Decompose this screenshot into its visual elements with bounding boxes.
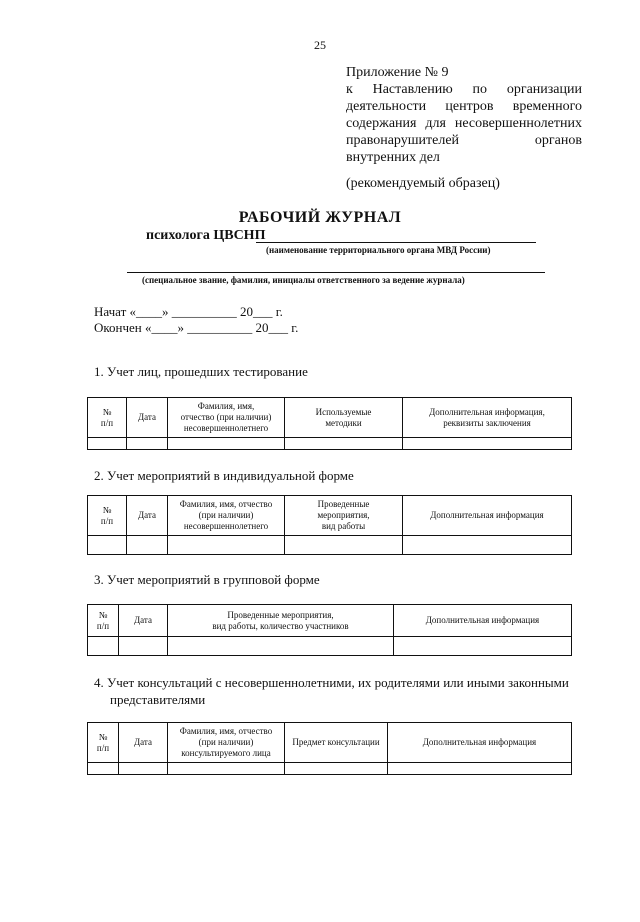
col-header: Дополнительная информация, реквизиты заключения bbox=[403, 398, 572, 438]
annex-line: к Наставлению по организации bbox=[346, 82, 582, 97]
col-header: Проведенные мероприятия, вид работы, количество участников bbox=[168, 605, 394, 637]
section-4-title-line: 4. Учет консультаций с несовершеннолетними, их родителями или иными законными bbox=[94, 675, 569, 690]
col-header: Используемые методики bbox=[285, 398, 403, 438]
col-header: Проведенные мероприятия, вид работы bbox=[285, 496, 403, 536]
col-header: Дата bbox=[127, 398, 168, 438]
page-number: 25 bbox=[314, 38, 326, 52]
annex-line: содержания для несовершеннолетних bbox=[346, 116, 582, 131]
dates-block bbox=[94, 304, 298, 336]
responsible-fill-line bbox=[127, 272, 545, 273]
col-header: № п/п bbox=[88, 605, 119, 637]
col-header: № п/п bbox=[88, 723, 119, 763]
annex-line: внутренних дел bbox=[346, 150, 440, 165]
org-caption: (наименование территориального органа МВД России) bbox=[266, 245, 491, 255]
col-header: Дата bbox=[119, 605, 168, 637]
table-row bbox=[88, 438, 572, 450]
col-header: Дополнительная информация bbox=[388, 723, 572, 763]
individual-table bbox=[87, 495, 572, 555]
section-1-title: 1. Учет лиц, прошедших тестирование bbox=[94, 364, 308, 379]
col-header: Дополнительная информация bbox=[403, 496, 572, 536]
section-2-title: 2. Учет мероприятий в индивидуальной форме bbox=[94, 468, 354, 483]
sample-note: (рекомендуемый образец) bbox=[346, 176, 500, 191]
col-header: Дополнительная информация bbox=[394, 605, 572, 637]
col-header: № п/п bbox=[88, 496, 127, 536]
section-4-title bbox=[94, 674, 578, 708]
testing-table bbox=[87, 397, 572, 450]
annex-line: Приложение № 9 bbox=[346, 65, 449, 80]
consultation-table bbox=[87, 722, 572, 775]
section-4-title-line: представителями bbox=[110, 692, 206, 707]
table-row bbox=[88, 637, 572, 656]
col-header: Фамилия, имя, отчество (при наличии) консультируемого лица bbox=[168, 723, 285, 763]
responsible-caption: (специальное звание, фамилия, инициалы ответственного за ведение журнала) bbox=[142, 275, 465, 285]
col-header: Фамилия, имя, отчество (при наличии) несовершеннолетнего bbox=[168, 398, 285, 438]
start-date: Начат «____» __________ 20___ г. bbox=[94, 304, 283, 319]
psychologist-label: психолога ЦВСНП bbox=[146, 228, 266, 243]
col-header: Дата bbox=[127, 496, 168, 536]
end-date: Окончен «____» __________ 20___ г. bbox=[94, 320, 299, 335]
table-row bbox=[88, 763, 572, 775]
col-header: Фамилия, имя, отчество (при наличии) несовершеннолетнего bbox=[168, 496, 285, 536]
org-fill-line bbox=[256, 242, 536, 243]
table-row bbox=[88, 536, 572, 555]
document-title: РАБОЧИЙ ЖУРНАЛ bbox=[238, 209, 402, 226]
col-header: Дата bbox=[119, 723, 168, 763]
group-table bbox=[87, 604, 572, 656]
annex-block bbox=[346, 64, 582, 166]
col-header: № п/п bbox=[88, 398, 127, 438]
col-header: Предмет консультации bbox=[285, 723, 388, 763]
section-3-title: 3. Учет мероприятий в групповой форме bbox=[94, 572, 320, 587]
annex-line: деятельности центров временного bbox=[346, 99, 582, 114]
annex-line: правонарушителей органов bbox=[346, 133, 582, 148]
